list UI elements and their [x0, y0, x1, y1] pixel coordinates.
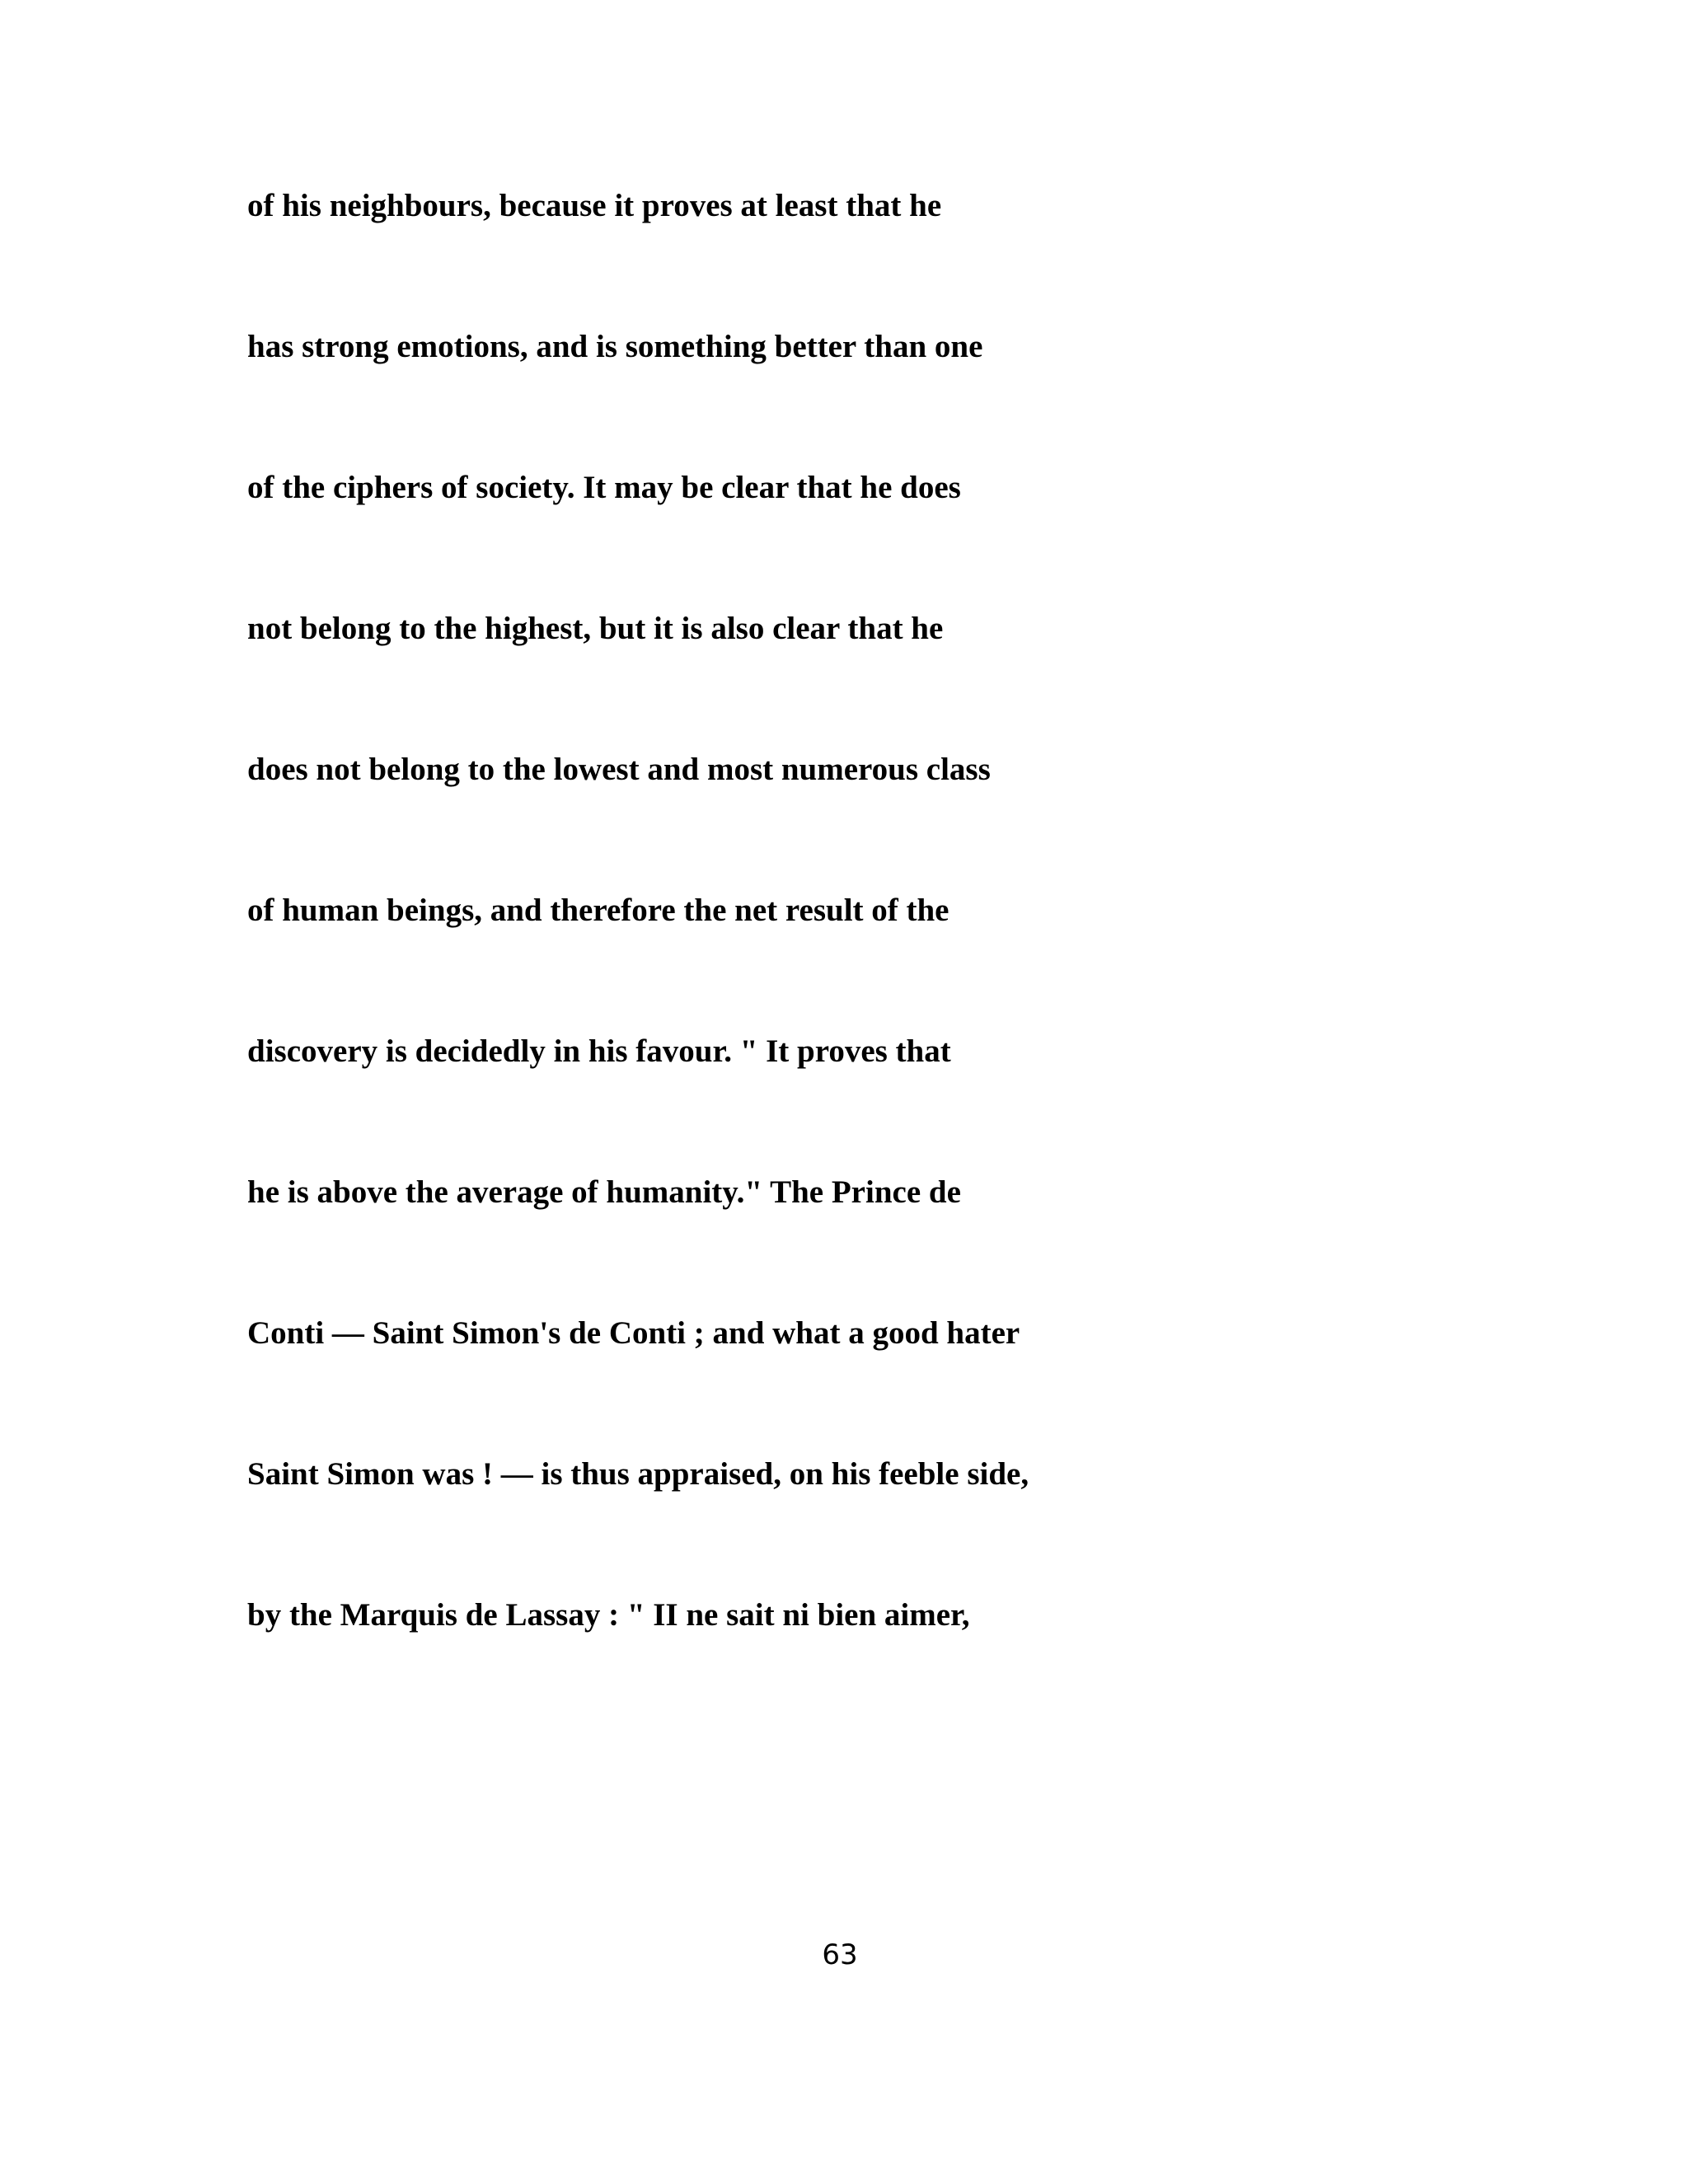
text-line: of the ciphers of society. It may be clear that he does	[247, 470, 961, 505]
text-line: of human beings, and therefore the net result of the	[247, 893, 950, 928]
text-line: Conti — Saint Simon's de Conti ; and what a good hater	[247, 1315, 1020, 1351]
text-line: Saint Simon was ! — is thus appraised, on his feeble side,	[247, 1456, 1029, 1492]
text-line: has strong emotions, and is something better than one	[247, 329, 983, 364]
text-line: discovery is decidedly in his favour. " It proves that	[247, 1033, 951, 1069]
text-line: not belong to the highest, but it is also clear that he	[247, 611, 944, 646]
page-number: 63	[822, 1938, 858, 1971]
text-line: of his neighbours, because it proves at least that he	[247, 188, 942, 223]
body-text	[247, 190, 1484, 1740]
text-line: he is above the average of humanity." The Prince de	[247, 1174, 961, 1210]
text-line: does not belong to the lowest and most numerous class	[247, 752, 991, 787]
text-line: by the Marquis de Lassay : " II ne sait ni bien aimer,	[247, 1597, 970, 1633]
